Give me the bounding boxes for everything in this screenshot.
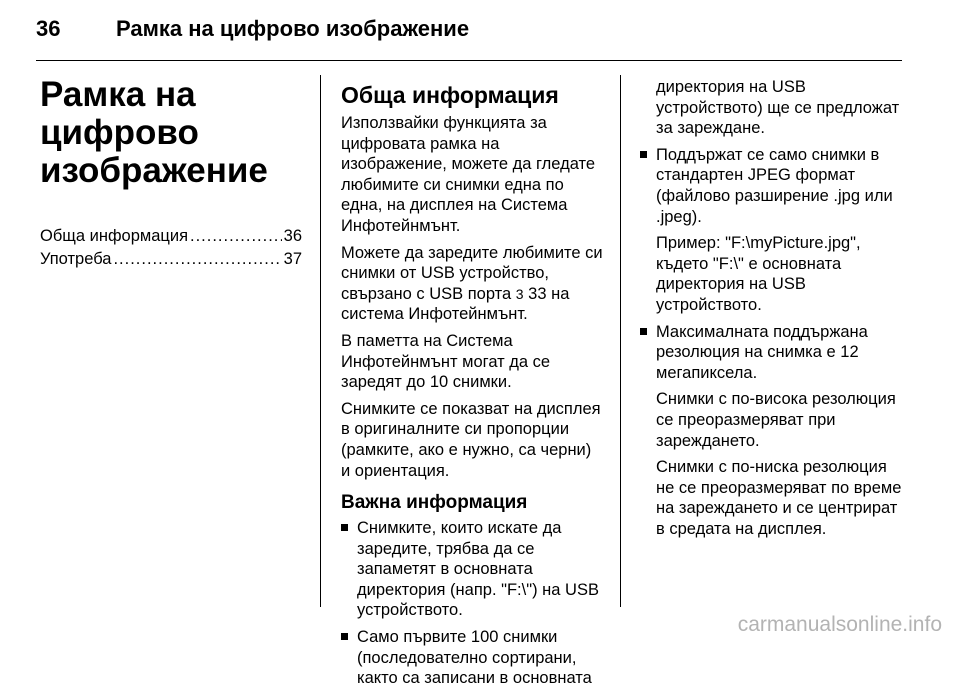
bullet-item <box>640 322 906 540</box>
paragraph-text: Можете да заредите любимите си снимки от USB устройство, свързано с USB порта <box>341 243 603 303</box>
column-divider-2 <box>620 75 621 607</box>
chapter-column <box>40 76 302 270</box>
toc-label: Употреба <box>40 250 112 269</box>
bullet-square-icon <box>640 151 647 158</box>
bullet-text: Поддържат се само снимки в стандартен JPEG формат (файлово разширение .jpg или .jpeg). <box>656 145 893 226</box>
column-divider-1 <box>320 75 321 607</box>
paragraph: В паметта на Система Инфотейнмънт могат да се заредят до 10 снимки. <box>341 331 551 392</box>
bullet-item <box>640 145 906 316</box>
page-header <box>36 14 469 44</box>
bullet-example: Пример: "F:\myPicture.jpg", където "F:\" е основната директория на USB устройството. <box>656 234 861 314</box>
section-heading: Обща информация <box>341 82 559 108</box>
bullet-square-icon <box>640 328 647 335</box>
header-divider <box>36 60 902 61</box>
toc-label: Обща информация <box>40 227 189 246</box>
page-ref-arrow-icon: 3 <box>515 285 524 302</box>
bullet-square-icon <box>341 524 348 531</box>
continued-column <box>640 77 906 545</box>
running-title: Рамка на цифрово изображение <box>116 16 470 41</box>
toc-page: 37 <box>283 250 302 269</box>
chapter-title <box>40 76 302 190</box>
toc-leader <box>190 226 282 247</box>
toc-leader <box>113 249 281 270</box>
bullet-continuation: директория на USB устройството) ще се предложат за зареждане. <box>656 78 900 138</box>
bullet-square-icon <box>341 633 348 640</box>
bullet-text: Максималната поддържана резолюция на снимка е 12 мегапиксела. <box>656 322 868 382</box>
subsection-heading: Важна информация <box>341 492 528 514</box>
watermark-text: carmanualsonline.info <box>737 613 942 636</box>
general-info-column <box>341 82 605 695</box>
chapter-title-line-1: Рамка на цифрово <box>40 75 199 152</box>
bullet-note: Снимки с по-ниска резолюция не се преоразмеряват по време на зареждането и се центрират в средата на дисплея. <box>656 458 902 538</box>
paragraph: Използвайки функцията за цифровата рамка на изображение, можете да гледате любимите си снимки една по една, на дисплея на Система Инфотейнмънт. <box>341 114 596 235</box>
paragraph <box>341 243 605 325</box>
bullet-item <box>341 627 605 689</box>
page-number: 36 <box>36 16 61 41</box>
bullet-note: Снимки с по-висока резолюция се преоразмеряват при зареждането. <box>656 390 896 450</box>
page-ref[interactable]: 33 на система Инфотейнмънт. <box>341 284 570 324</box>
bullet-item <box>341 518 605 621</box>
bullet-text: Само първите 100 снимки (последователно сортирани, както са записани в основната <box>357 628 592 688</box>
toc-page: 36 <box>283 227 302 246</box>
toc-entry-general[interactable] <box>40 224 302 247</box>
paragraph: Снимките се показват на дисплея в оригиналните си пропорции (рамките, ако е нужно, са черни) и ориентация. <box>341 399 601 480</box>
toc-entry-usage[interactable] <box>40 247 302 270</box>
bullet-text: Снимките, които искате да заредите, трябва да се запаметят в основната директория (напр. "F:\") на USB устройството. <box>357 519 599 620</box>
chapter-title-line-2: изображение <box>40 151 268 190</box>
